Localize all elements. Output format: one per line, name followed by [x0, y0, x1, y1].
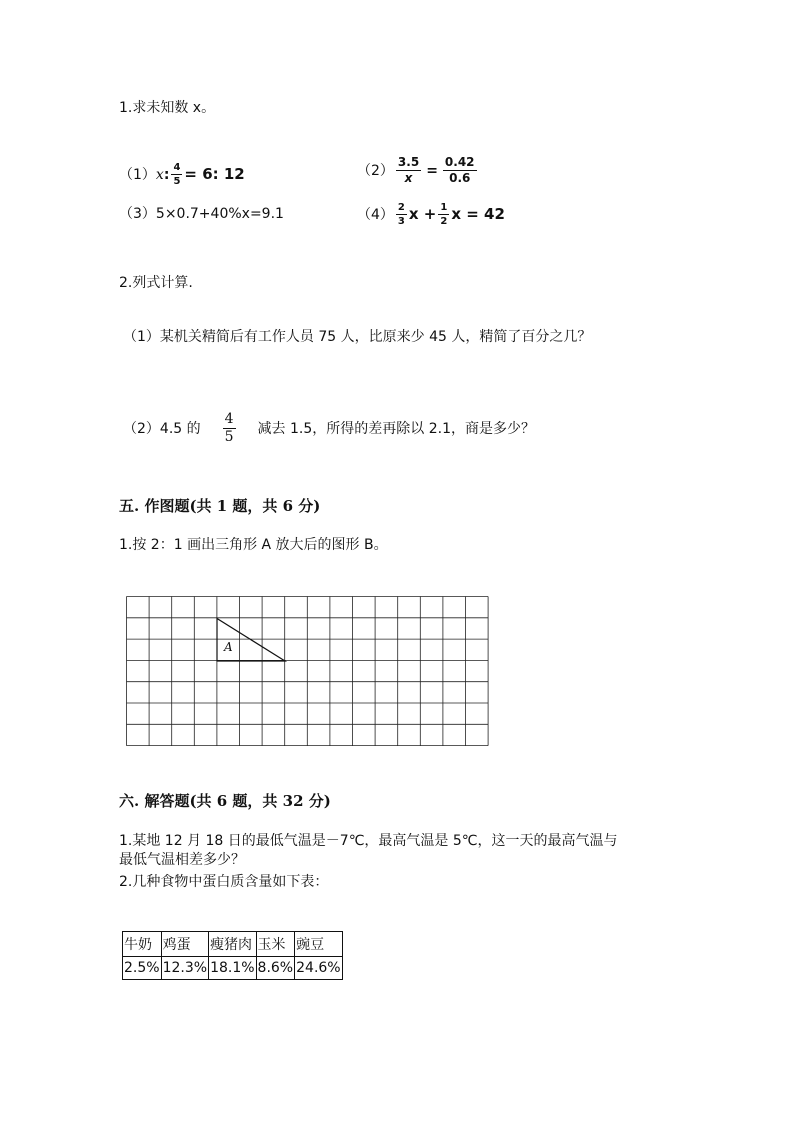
table-header-cell: 鸡蛋 — [161, 932, 208, 957]
q1-part2-right-fraction — [443, 156, 477, 185]
q2-part2-prefix: （2）4.5 的 — [123, 420, 201, 437]
q1-part2-label: （2） — [357, 162, 394, 179]
section6-q1-line1: 1.某地 12 月 18 日的最低气温是－7℃，最高气温是 5℃，这一天的最高气温与 — [119, 833, 618, 849]
table-row — [123, 957, 343, 980]
section5-q1: 1.按 2：1 画出三角形 A 放大后的图形 B。 — [119, 537, 388, 553]
q1-part4-fraction-2 — [438, 202, 449, 227]
q1-part4 — [357, 202, 505, 227]
fraction-denominator: 2 — [440, 216, 448, 227]
q1-part3: （3）5×0.7+40%x=9.1 — [119, 206, 284, 222]
q1-part1-x: x — [155, 166, 164, 183]
drawing-grid — [126, 596, 490, 748]
q2-part1: （1）某机关精简后有工作人员 75 人，比原来少 45 人，精简了百分之几？ — [123, 329, 592, 345]
q1-title: 1.求未知数 x。 — [119, 100, 216, 116]
q1-part2-left-fraction — [396, 156, 421, 185]
protein-table — [122, 931, 343, 980]
q1-part4-label: （4） — [357, 206, 394, 223]
fraction-denominator: 3 — [397, 216, 405, 227]
fraction-denominator: 0.6 — [449, 171, 471, 186]
table-header-cell: 豌豆 — [295, 932, 342, 957]
q1-part4-rhs: x = 42 — [451, 205, 505, 223]
q2-part2-suffix: 减去 1.5，所得的差再除以 2.1，商是多少？ — [257, 420, 535, 437]
fraction-numerator: 1 — [440, 202, 448, 213]
table-cell: 12.3% — [161, 957, 208, 980]
q1-part1-fraction — [171, 162, 182, 187]
q1-part2 — [357, 156, 479, 185]
grid-lines — [127, 597, 489, 746]
fraction-numerator: 2 — [397, 202, 405, 213]
q1-part1-label: （1） — [119, 166, 156, 183]
table-cell: 8.6% — [256, 957, 295, 980]
q2-title: 2.列式计算. — [119, 275, 193, 291]
section6-heading: 六. 解答题(共 6 题，共 32 分) — [119, 792, 331, 810]
q2-part2-fraction — [223, 412, 236, 446]
q1-part2-eq: = — [426, 162, 438, 179]
fraction-numerator: 4 — [173, 162, 181, 173]
fraction-numerator: 4 — [223, 412, 236, 429]
fraction-denominator: x — [404, 171, 413, 186]
section6-q2: 2.几种食物中蛋白质含量如下表： — [119, 874, 329, 890]
fraction-numerator: 3.5 — [396, 156, 421, 171]
fraction-numerator: 0.42 — [443, 156, 477, 171]
table-cell: 24.6% — [295, 957, 342, 980]
q1-part1 — [119, 162, 245, 187]
table-header-cell: 牛奶 — [123, 932, 162, 957]
q1-part1-colon: : — [163, 166, 170, 183]
q1-part4-fraction-1 — [396, 202, 407, 227]
section6-q1-line2: 最低气温相差多少？ — [119, 852, 245, 868]
table-header-cell: 瘦猪肉 — [209, 932, 256, 957]
table-cell: 18.1% — [209, 957, 256, 980]
fraction-denominator: 5 — [173, 176, 181, 187]
fraction-denominator: 5 — [224, 429, 234, 446]
table-cell: 2.5% — [123, 957, 162, 980]
table-header-cell: 玉米 — [256, 932, 295, 957]
section5-heading: 五. 作图题(共 1 题，共 6 分) — [119, 497, 321, 515]
triangle-a-label: A — [224, 640, 233, 654]
q1-part1-rhs: = 6: 12 — [184, 165, 245, 183]
q1-part4-mid: x + — [408, 205, 437, 223]
q2-part2 — [123, 412, 535, 446]
table-row — [123, 932, 343, 957]
